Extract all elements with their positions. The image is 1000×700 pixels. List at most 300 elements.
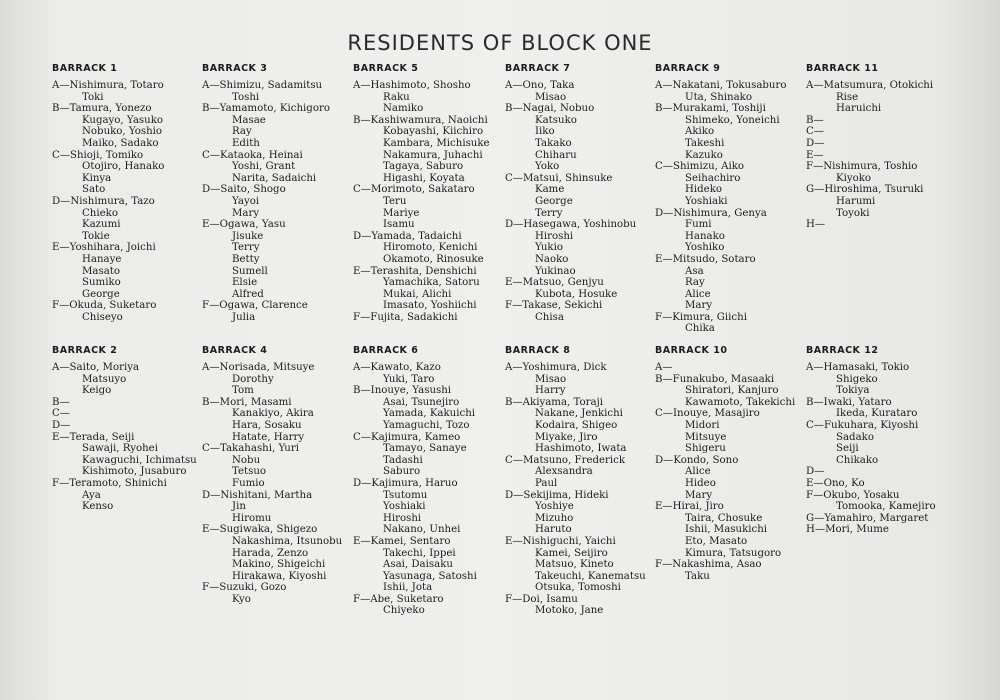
- unit-head-line: G—Yamahiro, Margaret: [806, 512, 929, 524]
- unit-head-line: C—Kataoka, Heinai: [202, 149, 303, 161]
- resident-name: Kanakiyo, Akira: [232, 408, 314, 420]
- resident-name: Narita, Sadaichi: [232, 172, 317, 184]
- resident-name: Sumiko: [82, 277, 121, 289]
- resident-name: Sato: [82, 184, 106, 196]
- resident-name: Misao: [535, 91, 567, 103]
- resident-name: Tadashi: [383, 454, 423, 466]
- unit-entry: [655, 254, 803, 312]
- resident-name: Kubota, Hosuke: [535, 288, 618, 300]
- resident-name: Hiromoto, Kenichi: [383, 242, 478, 254]
- unit-entry: [655, 362, 803, 374]
- resident-name: Makino, Shigeichi: [232, 559, 326, 571]
- resident-name: Namiko: [383, 103, 424, 115]
- unit-entry: [806, 362, 954, 397]
- unit-head-line: D—Nishimura, Genya: [655, 207, 767, 219]
- unit-entry: [655, 161, 803, 207]
- barrack-heading: BARRACK 5: [353, 63, 419, 74]
- unit-head-line: C—Fukuhara, Kiyoshi: [806, 419, 919, 431]
- resident-name: Hashimoto, Iwata: [535, 443, 627, 455]
- resident-name: Nakane, Jenkichi: [535, 408, 623, 420]
- unit-entry: [52, 408, 200, 420]
- resident-name: Yoshiye: [535, 501, 574, 513]
- resident-name: Kenso: [82, 501, 114, 513]
- barrack-block: [655, 63, 803, 335]
- resident-name: Matsuo, Kineto: [535, 559, 614, 571]
- unit-head-line: A—Nakatani, Tokusaburo: [655, 80, 787, 91]
- resident-name: Alfred: [232, 288, 264, 300]
- unit-entry: [505, 490, 653, 536]
- resident-name: Miyake, Jiro: [535, 431, 598, 443]
- unit-entry: [655, 559, 803, 582]
- unit-head-line: F—Takase, Sekichi: [505, 300, 603, 312]
- barrack-block: [353, 345, 501, 617]
- resident-name: Sawaji, Ryohei: [82, 443, 158, 455]
- resident-name: Yoko: [535, 161, 560, 173]
- unit-entry: [806, 490, 954, 513]
- unit-head-line: B—Funakubo, Masaaki: [655, 373, 775, 385]
- unit-entry: [52, 300, 200, 323]
- resident-name: Mukai, Alichi: [383, 288, 452, 300]
- resident-name: Toyoki: [836, 207, 870, 219]
- resident-name: Hiroshi: [535, 230, 574, 242]
- unit-entry: [202, 524, 350, 582]
- unit-entry: [52, 242, 200, 300]
- resident-name: Chiharu: [535, 149, 577, 161]
- unit-entry: [505, 455, 653, 490]
- unit-entry: [353, 231, 501, 266]
- resident-name: Rise: [836, 91, 859, 103]
- unit-head-line: H—Mori, Mume: [806, 524, 889, 536]
- resident-name: Hiroshi: [383, 512, 422, 524]
- unit-entry: [202, 362, 350, 397]
- resident-name: Edith: [232, 137, 260, 149]
- resident-name: Chikako: [836, 454, 879, 466]
- barrack-block: [505, 63, 653, 323]
- resident-name: Kimura, Tatsugoro: [685, 547, 782, 559]
- resident-name: Imasato, Yoshiichi: [383, 300, 477, 312]
- unit-entry: [52, 397, 200, 409]
- unit-entry: [655, 208, 803, 254]
- resident-name: Tagaya, Saburo: [383, 161, 464, 173]
- unit-head-line: A—Matsumura, Otokichi: [806, 80, 934, 91]
- unit-head-line: D—Yamada, Tadaichi: [353, 230, 462, 242]
- resident-name: Asa: [685, 265, 704, 277]
- resident-name: Alice: [685, 288, 711, 300]
- resident-name: Nobuko, Yoshio: [82, 126, 163, 138]
- resident-name: Sumell: [232, 265, 268, 277]
- unit-head-line: B—Mori, Masami: [202, 396, 292, 408]
- resident-name: Mitsuye: [685, 431, 727, 443]
- resident-name: Toki: [82, 91, 104, 103]
- resident-name: Yukio: [535, 242, 563, 254]
- unit-head-line: A—Hashimoto, Shosho: [353, 80, 471, 91]
- unit-entry: [353, 536, 501, 594]
- resident-name: Asai, Tsunejiro: [383, 396, 460, 408]
- resident-name: Fumi: [685, 219, 712, 231]
- resident-name: Chika: [685, 323, 715, 335]
- unit-entry: [806, 150, 954, 162]
- unit-head-line: B—Iwaki, Yataro: [806, 396, 892, 408]
- resident-name: Hideko: [685, 184, 722, 196]
- unit-head-line: F—Abe, Suketaro: [353, 593, 444, 605]
- resident-name: Yukinao: [535, 265, 576, 277]
- unit-head-line: F—Okubo, Yosaku: [806, 489, 900, 501]
- barrack-block: [202, 345, 350, 605]
- unit-head-line: E—Terashita, Denshichi: [353, 265, 477, 277]
- resident-name: Kinya: [82, 172, 112, 184]
- unit-head-line: C—Kajimura, Kameo: [353, 431, 461, 443]
- unit-head-line: E—Ono, Ko: [806, 477, 865, 489]
- resident-name: George: [82, 288, 120, 300]
- unit-entry: [806, 420, 954, 466]
- unit-entry: [655, 312, 803, 335]
- unit-head-line: D—Nishitani, Martha: [202, 489, 313, 501]
- resident-name: Chiseyo: [82, 311, 123, 323]
- resident-name: Tom: [232, 385, 254, 397]
- unit-entry: [353, 184, 501, 230]
- resident-name: Haruto: [535, 524, 572, 536]
- unit-head-line: D—Kondo, Sono: [655, 454, 739, 466]
- unit-head-line: A—Ono, Taka: [505, 80, 575, 91]
- page-title: RESIDENTS OF BLOCK ONE: [347, 31, 653, 55]
- barrack-heading: BARRACK 1: [52, 63, 118, 74]
- unit-entry: [202, 397, 350, 443]
- resident-name: Kame: [535, 184, 565, 196]
- unit-head-line: E—Kamei, Sentaro: [353, 535, 451, 547]
- unit-entry: [353, 115, 501, 185]
- resident-name: Yoshiko: [685, 242, 725, 254]
- resident-name: Toshi: [232, 91, 260, 103]
- unit-head-line: F—Nakashima, Asao: [655, 559, 762, 571]
- resident-name: Alexsandra: [535, 466, 593, 478]
- barrack-block: [52, 63, 200, 323]
- resident-name: Tokiya: [836, 385, 870, 397]
- resident-name: Seihachiro: [685, 172, 741, 184]
- unit-entry: [353, 266, 501, 312]
- resident-name: Jisuke: [232, 230, 264, 242]
- resident-name: Motoko, Jane: [535, 605, 604, 617]
- resident-name: Matsuyo: [82, 373, 127, 385]
- unit-entry: [655, 103, 803, 161]
- unit-head-line: E—Hirai, Jiro: [655, 501, 724, 513]
- resident-name: Mary: [685, 489, 713, 501]
- unit-entry: [655, 408, 803, 454]
- unit-entry: [505, 362, 653, 397]
- resident-name: Taku: [685, 570, 710, 582]
- unit-entry: [806, 478, 954, 490]
- resident-name: Haruichi: [836, 103, 882, 115]
- barrack-heading: BARRACK 11: [806, 63, 879, 74]
- unit-head-line: B—Inouye, Yasushi: [353, 385, 452, 397]
- unit-head-line: C—Matsuno, Frederick: [505, 454, 626, 466]
- resident-name: Naoko: [535, 253, 569, 265]
- resident-name: Kamei, Seijiro: [535, 547, 608, 559]
- unit-entry: [505, 173, 653, 219]
- barrack-heading: BARRACK 7: [505, 63, 571, 74]
- resident-name: Takeuchi, Kanematsu: [535, 570, 646, 582]
- barrack-block: [353, 63, 501, 323]
- unit-head-line: C—: [806, 126, 824, 138]
- unit-entry: [52, 432, 200, 478]
- unit-head-line: C—Inouye, Masajiro: [655, 408, 760, 420]
- barrack-heading: BARRACK 10: [655, 345, 728, 356]
- unit-entry: [353, 594, 501, 617]
- unit-entry: [806, 219, 954, 231]
- resident-name: Fumio: [232, 477, 265, 489]
- resident-name: Otsuka, Tomoshi: [535, 582, 621, 594]
- barrack-block: [52, 345, 200, 513]
- unit-head-line: C—Shioji, Tomiko: [52, 149, 144, 161]
- unit-head-line: E—: [806, 149, 824, 161]
- unit-entry: [353, 362, 501, 385]
- resident-name: Nakashima, Itsunobu: [232, 535, 343, 547]
- resident-name: Seiji: [836, 443, 859, 455]
- resident-name: Takako: [535, 137, 572, 149]
- resident-name: Okamoto, Rinosuke: [383, 253, 484, 265]
- resident-name: Tsutomu: [383, 489, 428, 501]
- resident-name: Kobayashi, Kiichiro: [383, 126, 484, 138]
- unit-head-line: E—Yoshihara, Joichi: [52, 242, 156, 254]
- unit-head-line: E—Matsuo, Genjyu: [505, 277, 604, 289]
- unit-entry: [353, 478, 501, 536]
- unit-entry: [806, 513, 954, 525]
- resident-name: Tetsuo: [232, 466, 267, 478]
- resident-name: Maiko, Sadako: [82, 137, 159, 149]
- unit-head-line: H—: [806, 219, 826, 231]
- unit-head-line: A—Norisada, Mitsuye: [202, 362, 315, 373]
- resident-name: Uta, Shinako: [685, 91, 752, 103]
- unit-head-line: D—Sekijima, Hideki: [505, 489, 609, 501]
- resident-name: Tamayo, Sanaye: [383, 443, 467, 455]
- unit-entry: [52, 103, 200, 149]
- resident-name: Ishii, Jota: [383, 582, 433, 594]
- unit-entry: [52, 80, 200, 103]
- resident-name: Katsuko: [535, 114, 577, 126]
- resident-name: Isamu: [383, 219, 415, 231]
- unit-entry: [806, 80, 954, 115]
- unit-head-line: B—Tamura, Yonezo: [52, 103, 152, 115]
- unit-head-line: A—Yoshimura, Dick: [505, 362, 607, 373]
- resident-name: George: [535, 195, 573, 207]
- unit-entry: [806, 524, 954, 536]
- resident-name: Kawaguchi, Ichimatsu: [82, 454, 197, 466]
- resident-name: Kawamoto, Takekichi: [685, 396, 796, 408]
- unit-head-line: A—Saito, Moriya: [52, 362, 140, 373]
- unit-entry: [202, 490, 350, 525]
- unit-entry: [806, 115, 954, 127]
- resident-name: Shigeko: [836, 373, 878, 385]
- unit-entry: [655, 80, 803, 103]
- resident-name: Iiko: [535, 126, 555, 138]
- unit-entry: [202, 582, 350, 605]
- unit-head-line: C—: [52, 408, 70, 420]
- unit-entry: [505, 103, 653, 173]
- barrack-block: [806, 345, 954, 536]
- resident-name: Raku: [383, 91, 410, 103]
- unit-head-line: D—: [806, 466, 825, 478]
- unit-head-line: B—Akiyama, Toraji: [505, 396, 603, 408]
- resident-name: Hanaye: [82, 253, 122, 265]
- resident-name: Chieko: [82, 207, 118, 219]
- unit-head-line: F—Teramoto, Shinichi: [52, 477, 167, 489]
- resident-name: Kiyoko: [836, 172, 872, 184]
- resident-name: Harumi: [836, 195, 876, 207]
- unit-entry: [353, 385, 501, 431]
- resident-name: Mariye: [383, 207, 420, 219]
- resident-name: Dorothy: [232, 373, 274, 385]
- unit-entry: [52, 362, 200, 397]
- unit-head-line: B—Nagai, Nobuo: [505, 103, 595, 115]
- resident-name: Hara, Sosaku: [232, 419, 302, 431]
- resident-name: Yasunaga, Satoshi: [383, 570, 477, 582]
- unit-entry: [353, 312, 501, 324]
- unit-head-line: A—Shimizu, Sadamitsu: [202, 80, 323, 91]
- resident-name: Shimeko, Yoneichi: [685, 114, 780, 126]
- resident-name: Nobu: [232, 454, 261, 466]
- resident-name: Harada, Zenzo: [232, 547, 309, 559]
- resident-name: Ray: [232, 126, 252, 138]
- resident-name: Hiromu: [232, 512, 272, 524]
- unit-entry: [505, 219, 653, 277]
- unit-head-line: B—Yamamoto, Kichigoro: [202, 103, 330, 115]
- resident-name: Hirakawa, Kiyoshi: [232, 570, 327, 582]
- resident-name: Taira, Chosuke: [685, 512, 763, 524]
- unit-entry: [806, 184, 954, 219]
- resident-name: Ikeda, Kurataro: [836, 408, 918, 420]
- barrack-heading: BARRACK 3: [202, 63, 268, 74]
- unit-entry: [353, 80, 501, 115]
- resident-name: Yamachika, Satoru: [383, 277, 480, 289]
- resident-name: Alice: [685, 466, 711, 478]
- unit-head-line: A—Nishimura, Totaro: [52, 80, 164, 91]
- resident-name: Shigeru: [685, 443, 726, 455]
- unit-entry: [806, 138, 954, 150]
- resident-name: Yuki, Taro: [383, 373, 435, 385]
- unit-head-line: E—Terada, Seiji: [52, 431, 135, 443]
- resident-name: Kyo: [232, 593, 251, 605]
- resident-name: Keigo: [82, 385, 112, 397]
- unit-entry: [806, 397, 954, 420]
- resident-name: Tomooka, Kamejiro: [836, 501, 936, 513]
- resident-name: Chisa: [535, 311, 564, 323]
- resident-name: Takeshi: [685, 137, 725, 149]
- unit-head-line: F—Doi, Isamu: [505, 593, 578, 605]
- unit-head-line: D—Kajimura, Haruo: [353, 477, 458, 489]
- resident-name: Shiratori, Kanjuro: [685, 385, 779, 397]
- unit-head-line: F—Suzuki, Gozo: [202, 582, 287, 594]
- resident-name: Sadako: [836, 431, 874, 443]
- unit-head-line: B—: [52, 396, 70, 408]
- barrack-heading: BARRACK 12: [806, 345, 879, 356]
- resident-name: Yoshiaki: [685, 195, 728, 207]
- resident-name: Akiko: [685, 126, 715, 138]
- unit-head-line: F—Okuda, Suketaro: [52, 300, 157, 312]
- resident-name: Otojiro, Hanako: [82, 161, 165, 173]
- unit-entry: [505, 277, 653, 300]
- resident-name: Asai, Daisaku: [383, 559, 453, 571]
- unit-head-line: D—Saito, Shogo: [202, 184, 286, 196]
- resident-name: Kodaira, Shigeo: [535, 419, 618, 431]
- resident-name: Harry: [535, 385, 566, 397]
- resident-name: Higashi, Koyata: [383, 172, 465, 184]
- resident-name: Betty: [232, 253, 260, 265]
- unit-entry: [505, 594, 653, 617]
- unit-head-line: D—: [806, 137, 825, 149]
- resident-name: Terry: [232, 242, 260, 254]
- unit-head-line: D—: [52, 419, 71, 431]
- resident-name: Yoshi, Grant: [232, 161, 296, 173]
- resident-name: Julia: [232, 311, 256, 323]
- unit-head-line: E—Sugiwaka, Shigezo: [202, 524, 318, 536]
- resident-name: Masae: [232, 114, 266, 126]
- resident-name: Yamaguchi, Tozo: [383, 419, 470, 431]
- unit-head-line: E—Mitsudo, Sotaro: [655, 253, 756, 265]
- unit-entry: [202, 219, 350, 300]
- barrack-heading: BARRACK 9: [655, 63, 721, 74]
- resident-name: Tokie: [82, 230, 110, 242]
- resident-name: Ray: [685, 277, 705, 289]
- unit-head-line: G—Hiroshima, Tsuruki: [806, 184, 924, 196]
- resident-name: Mizuho: [535, 512, 574, 524]
- resident-name: Eto, Masato: [685, 535, 748, 547]
- resident-name: Kugayo, Yasuko: [82, 114, 164, 126]
- resident-name: Kishimoto, Jusaburo: [82, 466, 187, 478]
- unit-entry: [202, 103, 350, 149]
- unit-entry: [52, 150, 200, 196]
- resident-name: Yoshiaki: [383, 501, 426, 513]
- resident-name: Kambara, Michisuke: [383, 137, 490, 149]
- unit-entry: [353, 432, 501, 478]
- unit-entry: [806, 126, 954, 138]
- resident-name: Masato: [82, 265, 121, 277]
- resident-name: Yamada, Kakuichi: [383, 408, 476, 420]
- unit-head-line: C—Shimizu, Aiko: [655, 161, 745, 173]
- unit-head-line: F—Fujita, Sadakichi: [353, 311, 458, 323]
- resident-name: Hatate, Harry: [232, 431, 305, 443]
- unit-entry: [655, 455, 803, 501]
- unit-head-line: E—Ogawa, Yasu: [202, 219, 286, 231]
- resident-name: Ishii, Masukichi: [685, 524, 768, 536]
- barrack-heading: BARRACK 8: [505, 345, 571, 356]
- unit-head-line: E—Nishiguchi, Yaichi: [505, 535, 616, 547]
- unit-entry: [202, 80, 350, 103]
- resident-name: Chiyeko: [383, 605, 425, 617]
- resident-name: Paul: [535, 477, 558, 489]
- unit-entry: [202, 150, 350, 185]
- resident-name: Midori: [685, 419, 720, 431]
- unit-head-line: C—Takahashi, Yuri: [202, 443, 299, 455]
- unit-entry: [505, 80, 653, 103]
- unit-entry: [52, 420, 200, 432]
- resident-name: Saburo: [383, 466, 421, 478]
- resident-name: Mary: [232, 207, 260, 219]
- resident-name: Hanako: [685, 230, 725, 242]
- unit-head-line: C—Morimoto, Sakataro: [353, 184, 475, 196]
- unit-head-line: A—: [655, 362, 673, 373]
- resident-name: Elsie: [232, 277, 258, 289]
- unit-head-line: F—Nishimura, Toshio: [806, 161, 918, 173]
- unit-head-line: C—Matsui, Shinsuke: [505, 172, 613, 184]
- unit-entry: [806, 161, 954, 184]
- resident-name: Teru: [383, 195, 407, 207]
- barrack-block: [655, 345, 803, 582]
- unit-entry: [52, 478, 200, 513]
- unit-head-line: D—Nishimura, Tazo: [52, 195, 155, 207]
- unit-entry: [202, 443, 350, 489]
- resident-name: Misao: [535, 373, 567, 385]
- resident-name: Terry: [535, 207, 563, 219]
- resident-name: Takechi, Ippei: [383, 547, 456, 559]
